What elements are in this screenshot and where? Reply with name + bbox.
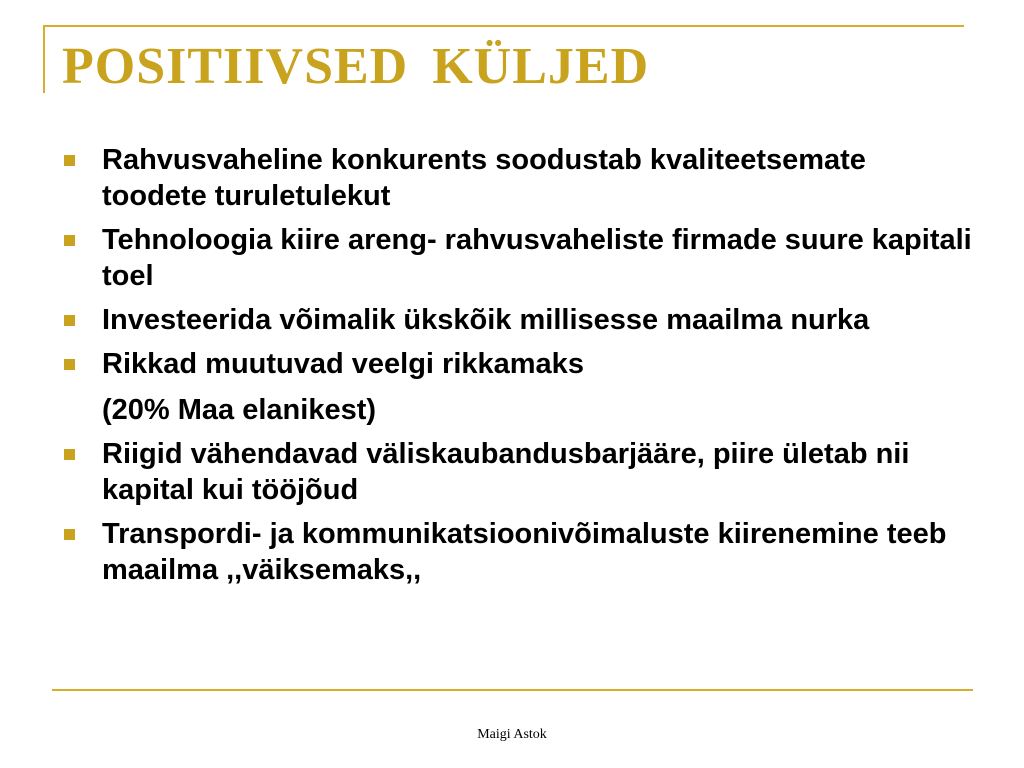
bullet-item [64,222,974,294]
bullet-text: Rikkad muutuvad veelgi rikkamaks [102,348,584,380]
square-bullet-icon [64,155,75,166]
square-bullet-icon [64,235,75,246]
bullet-item [64,346,974,428]
slide-title: POSITIIVSED KÜLJED [62,38,650,95]
bullet-item [64,142,974,214]
frame-left-line [43,25,45,93]
square-bullet-icon [64,449,75,460]
bullet-text: Rahvusvaheline konkurents soodustab kvaliteetsemate toodete turuletulekut [102,144,866,212]
bullet-text: Investeerida võimalik ükskõik millisesse maailma nurka [102,304,870,336]
bullet-list [64,142,974,596]
bullet-continuation-text: (20% Maa elanikest) [102,394,377,426]
frame-top-line [43,25,964,27]
bullet-text: Riigid vähendavad väliskaubandusbarjääre, piire ületab nii kapital kui tööjõud [102,438,910,506]
bullet-item [64,302,974,338]
square-bullet-icon [64,359,75,370]
bullet-text: Transpordi- ja kommunikatsioonivõimaluste kiirenemine teeb maailma ,,väiksemaks,, [102,518,947,586]
frame-bottom-line [52,689,973,691]
square-bullet-icon [64,529,75,540]
bullet-item [64,436,974,508]
bullet-item [64,516,974,588]
bullet-text: Tehnoloogia kiire areng- rahvusvaheliste firmade suure kapitali toel [102,224,972,292]
footer-author: Maigi Astok [477,727,547,742]
square-bullet-icon [64,315,75,326]
